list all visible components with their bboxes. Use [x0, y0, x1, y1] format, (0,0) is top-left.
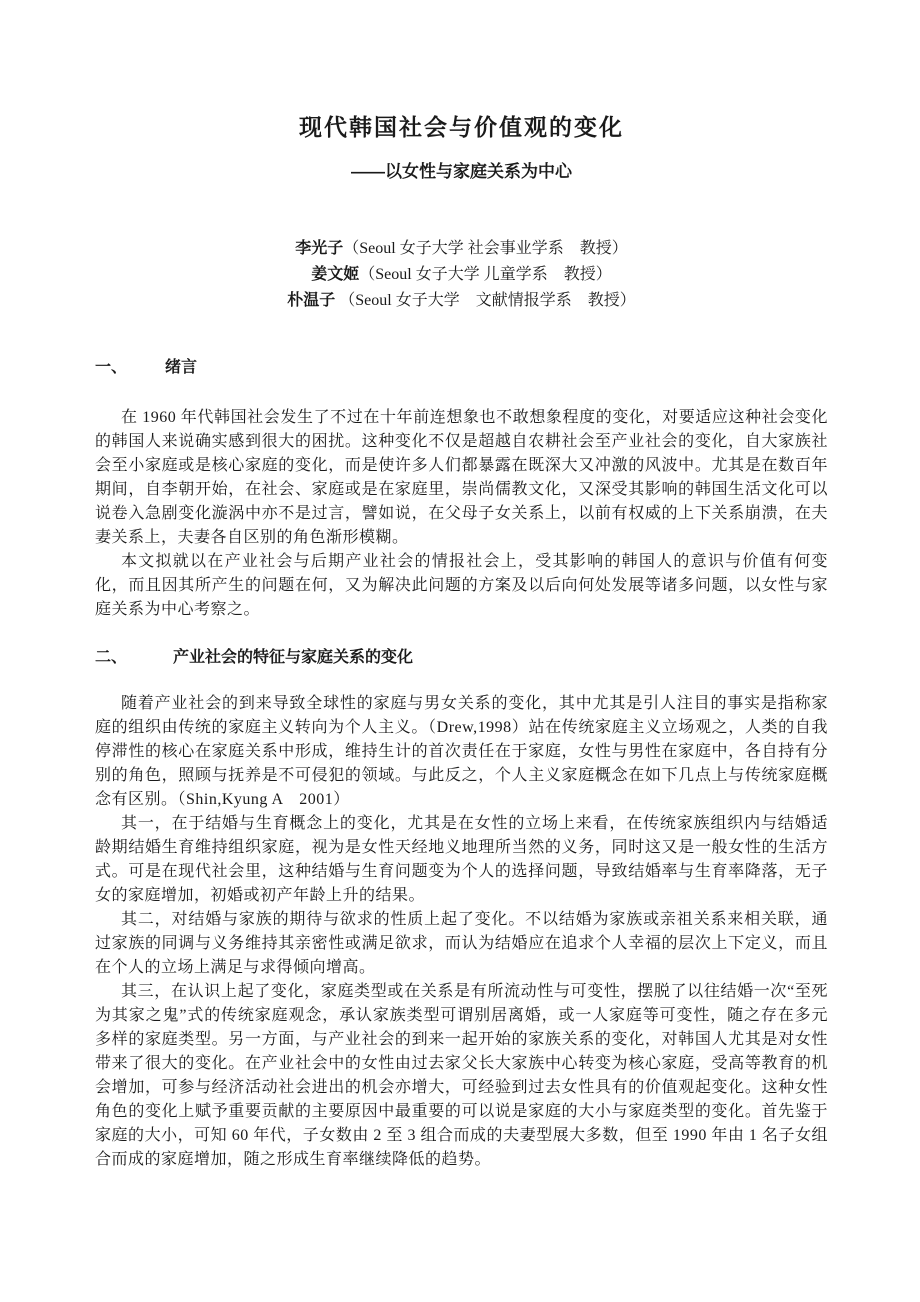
author-affiliation: （Seoul 女子大学 儿童学系 教授） [359, 266, 612, 283]
author-line [95, 262, 828, 288]
body-paragraph: 其三，在认识上起了变化，家庭类型或在关系是有所流动性与可变性，摆脱了以往结婚一次“至死为其家之鬼”式的传统家庭观念，承认家族类型可谓别居离婚，或一人家庭等可变性，随之存在多元多样的家庭类型。另一方面，与产业社会的到来一起开始的家族关系的变化，对韩国人尤其是对女性带来了很大的变化。在产业社会中的女性由过去家父长大家族中心转变为核心家庭，受高等教育的机会增加，可参与经济活动社会进出的机会亦增大，可经验到过去女性具有的价值观起变化。这种女性角色的变化上赋予重要贡献的主要原因中最重要的可以说是家庭的大小与家庭类型的变化。首先鉴于家庭的大小，可知 60 年代，子女数由 2 至 3 组合而成的夫妻型展大多数，但至 1990 年由 1 名子女组合而成的家庭增加，随之形成生育率继续降低的趋势。 [95, 983, 828, 1168]
body-paragraph: 随着产业社会的到来导致全球性的家庭与男女关系的变化，其中尤其是引人注目的事实是指称家庭的组织由传统的家庭主义转向为个人主义。（Drew,1998）站在传统家庭主义立场观之，人类的自我停滞性的核心在家庭关系中形成，维持生计的首次责任在于家庭，女性与男性在家庭中，各自持有分别的角色，照顾与抚养是不可侵犯的领域。与此反之，个人主义家庭概念在如下几点上与传统家庭概念有区别。（Shin,Kyung A 2001） [95, 695, 828, 808]
author-line [95, 288, 828, 314]
section-industrial-society [95, 646, 828, 1172]
author-line [95, 236, 828, 262]
page-title: 现代韩国社会与价值观的变化 [299, 115, 624, 140]
document-header [95, 112, 828, 184]
author-block [95, 236, 828, 314]
page-subtitle: ——以女性与家庭关系为中心 [351, 162, 572, 181]
section-number: 一、 [95, 359, 128, 376]
body-paragraph: 在 1960 年代韩国社会发生了不过在十年前连想象也不敢想象程度的变化，对要适应这种社会变化的韩国人来说确实感到很大的困扰。这种变化不仅是超越自农耕社会至产业社会的变化，自大家族社会至小家庭或是核心家庭的变化，而是使许多人们都暴露在既深大又冲激的风波中。尤其是在数百年期间，自李朝开始，在社会、家庭或是在家庭里，崇尚儒教文化，又深受其影响的韩国生活文化可以说卷入急剧变化漩涡中亦不是过言，譬如说，在父母子女关系上，以前有权威的上下关系崩溃，在夫妻关系上，夫妻各自区别的角色渐形模糊。 [95, 409, 828, 546]
section-introduction [95, 356, 828, 622]
author-affiliation: （Seoul 女子大学 文献情报学系 教授） [335, 292, 636, 309]
section-title: 绪言 [165, 359, 198, 376]
section-title: 产业社会的特征与家庭关系的变化 [173, 649, 414, 666]
body-paragraph: 其一，在于结婚与生育概念上的变化，尤其是在女性的立场上来看，在传统家族组织内与结婚适龄期结婚生育维持组织家庭，视为是女性天经地义地理所当然的义务，同时这又是一般女性的生活方式。可是在现代社会里，这种结婚与生育问题变为个人的选择问题，导致结婚率与生育率降落，无子女的家庭增加，初婚或初产年龄上升的结果。 [95, 815, 828, 904]
section-number: 二、 [95, 649, 128, 666]
author-affiliation: （Seoul 女子大学 社会事业学系 教授） [343, 240, 628, 257]
body-paragraph: 本文拟就以在产业社会与后期产业社会的情报社会上，受其影响的韩国人的意识与价值有何变化，而且因其所产生的问题在何，又为解决此问题的方案及以后向何处发展等诸多问题，以女性与家庭关系为中心考察之。 [95, 553, 828, 618]
author-name: 李光子 [295, 240, 344, 257]
section-heading [95, 646, 828, 670]
author-name: 姜文姬 [311, 266, 360, 283]
section-heading [95, 356, 828, 380]
author-name: 朴温子 [287, 292, 336, 309]
body-paragraph: 其二，对结婚与家族的期待与欲求的性质上起了变化。不以结婚为家族或亲祖关系来相关联，通过家族的同调与义务维持其亲密性或满足欲求，而认为结婚应在追求个人幸福的层次上下定义，而且在个人的立场上满足与求得倾向增高。 [95, 911, 828, 976]
